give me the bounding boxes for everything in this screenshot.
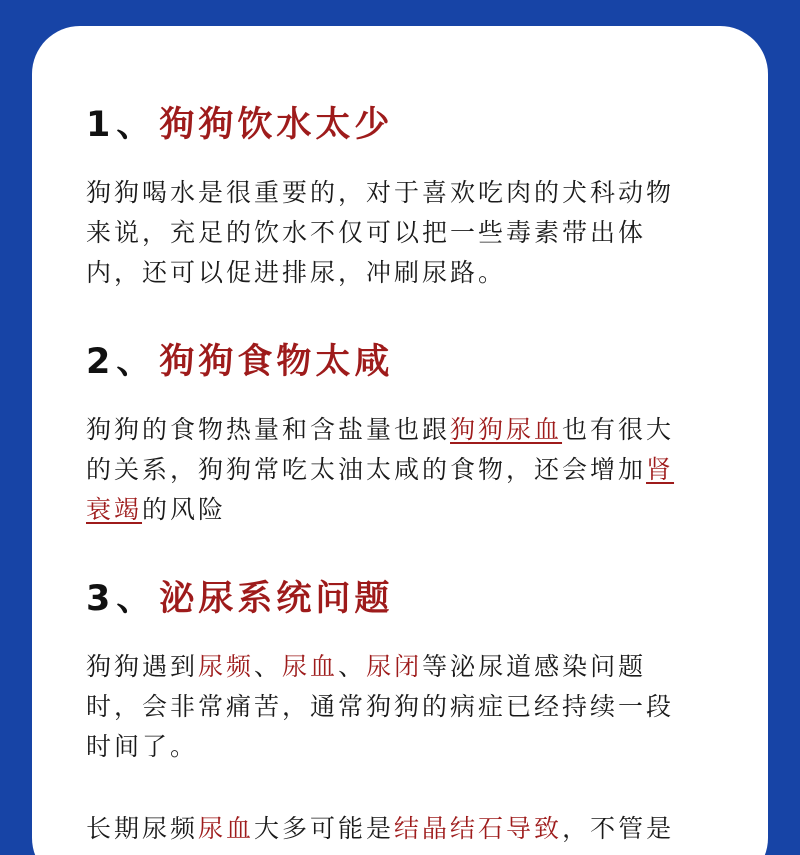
highlight-bloody-urine: 尿血	[282, 652, 339, 681]
section-3-paragraph-1	[86, 647, 716, 767]
paragraph-line: 时，会非常痛苦，通常狗狗的病症已经持续一段	[86, 692, 675, 721]
text-run: 也有很大	[562, 415, 675, 444]
text-run: 狗狗的食物热量和含盐量也跟	[86, 415, 451, 444]
text-run: 的关系，狗狗常吃太油太咸的食物，还会增加	[86, 455, 647, 484]
text-run: 等泌尿道感染问题	[422, 652, 647, 681]
section-2-paragraph	[86, 410, 716, 530]
paragraph-line: 内，还可以促进排尿，冲刷尿路。	[86, 258, 507, 287]
highlight-bloody-urine-2: 尿血	[198, 814, 255, 843]
section-1-number: 1	[86, 105, 113, 145]
section-3-title: 泌尿系统问题	[159, 579, 394, 619]
section-3-number: 3	[86, 579, 113, 619]
paragraph-line: 时间了。	[86, 732, 199, 761]
text-run: ，不管是	[562, 814, 675, 843]
paragraph-line	[86, 809, 716, 849]
section-1-title: 狗狗饮水太少	[159, 105, 394, 145]
paragraph-line	[86, 410, 716, 450]
text-run: 、	[254, 652, 283, 681]
paragraph-line: 狗狗喝水是很重要的，对于喜欢吃肉的犬科动物	[86, 178, 675, 207]
text-run: 狗狗遇到	[86, 652, 199, 681]
section-1-heading	[86, 101, 393, 149]
text-run: 长期尿频	[86, 814, 199, 843]
section-2-title: 狗狗食物太咸	[159, 342, 394, 382]
link-kidney-failure-part2[interactable]: 衰竭	[86, 495, 143, 524]
highlight-frequent-urination: 尿频	[198, 652, 255, 681]
section-3-separator: 、	[116, 579, 154, 619]
section-3-heading	[86, 575, 393, 623]
link-kidney-failure-part1[interactable]: 肾	[646, 455, 675, 484]
text-run: 大多可能是	[254, 814, 395, 843]
text-run: 的风险	[142, 495, 227, 524]
paragraph-line	[86, 450, 716, 490]
section-3-paragraph-2	[86, 809, 716, 849]
section-2-number: 2	[86, 342, 113, 382]
paragraph-line: 来说，充足的饮水不仅可以把一些毒素带出体	[86, 218, 647, 247]
link-dog-bloody-urine[interactable]: 狗狗尿血	[450, 415, 563, 444]
section-2-heading	[86, 338, 393, 386]
section-2-separator: 、	[116, 342, 154, 382]
text-run: 、	[338, 652, 367, 681]
section-1-paragraph	[86, 173, 716, 293]
section-1-separator: 、	[116, 105, 154, 145]
highlight-urinary-retention: 尿闭	[366, 652, 423, 681]
paragraph-line	[86, 490, 716, 530]
highlight-crystal-stones: 结晶结石导致	[394, 814, 563, 843]
paragraph-line	[86, 647, 716, 687]
